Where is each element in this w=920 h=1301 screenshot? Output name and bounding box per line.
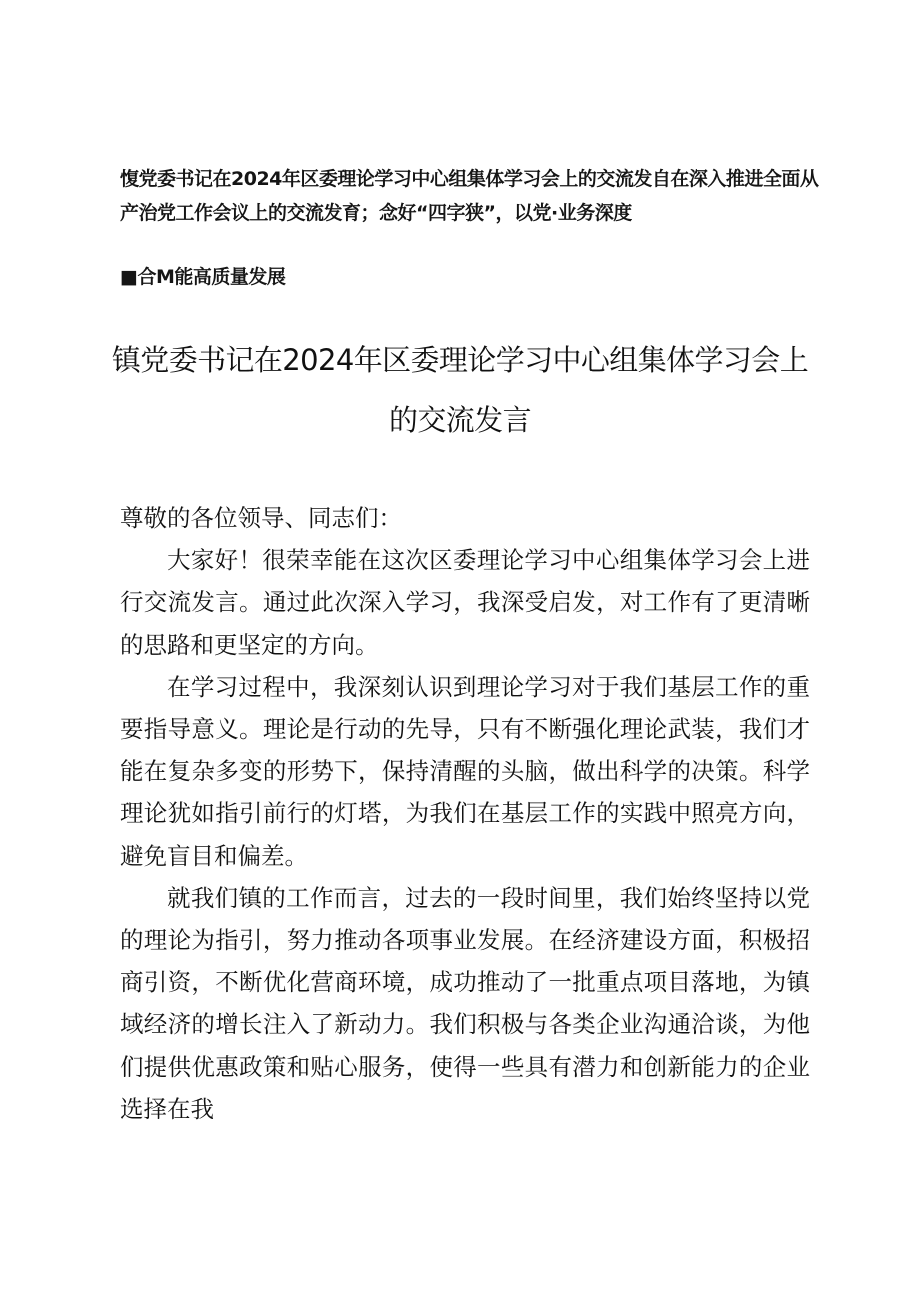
header-line-2: 产治党工作会议上的交流发育；念好“四字狭”，以党·业务深度 [120,202,632,224]
document-header [120,162,820,230]
paragraph-1: 大家好！很荣幸能在这次区委理论学习中心组集体学习会上进行交流发言。通过此次深入学习，我深受启发，对工作有了更清晰的思路和更坚定的方向。 [120,546,810,659]
document-body [120,497,810,1130]
paragraph-3: 就我们镇的工作而言，过去的一段时间里，我们始终坚持以党的理论为指引，努力推动各项事业发展。在经济建设方面，积极招商引资，不断优化营商环境，成功推动了一批重点项目落地，为镇域经济的增长注入了新动力。我们积极与各类企业沟通洽谈，为他们提供优惠政策和贴心服务，使得一些具有潜力和创新能力的企业选择在我 [120,883,810,1123]
document-subtitle: ■合M能高质量发展 [120,266,286,288]
header-line-1: 愎党委书记在2024年区委理论学习中心组集体学习会上的交流发自在深入推进全面从 [120,168,819,190]
document-title [100,330,820,450]
salutation: 尊敬的各位领导、同志们： [120,504,402,532]
title-line-2: 的交流发言 [388,403,531,437]
paragraph-2: 在学习过程中，我深刻认识到理论学习对于我们基层工作的重要指导意义。理论是行动的先导，只有不断强化理论武装，我们才能在复杂多变的形势下，保持清醒的头脑，做出科学的决策。科学理论犹如指引前行的灯塔，为我们在基层工作的实践中照亮方向，避免盲目和偏差。 [120,672,810,870]
title-line-1: 镇党委书记在2024年区委理论学习中心组集体学习会上 [111,343,809,377]
